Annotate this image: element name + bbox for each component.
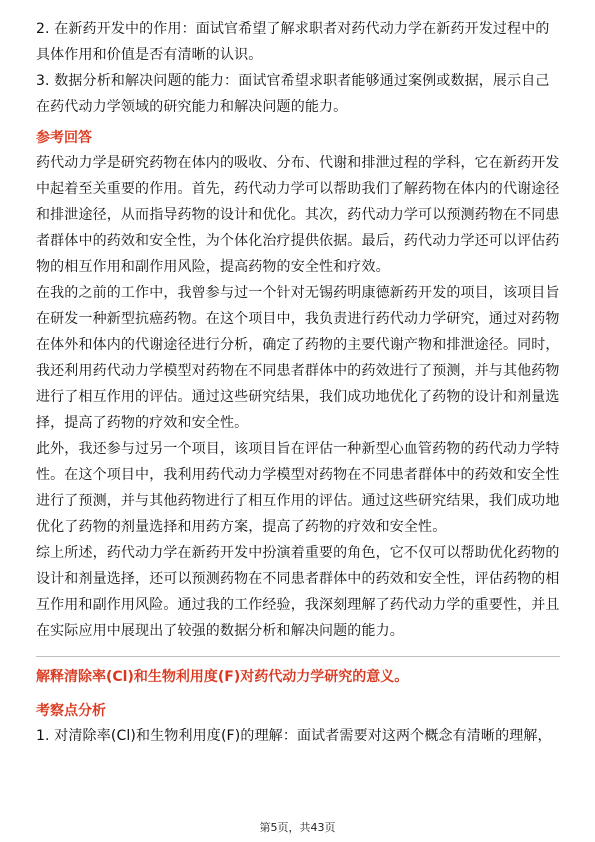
intro-point: 3. 数据分析和解决问题的能力：面试官希望求职者能够通过案例或数据，展示自己在药代动力学领域的研究能力和解决问题的能力。 (36, 73, 550, 115)
section-divider (36, 656, 560, 657)
answer-paragraph: 在我的之前的工作中，我曾参与过一个针对无锡药明康德新药开发的项目，该项目旨在研发一种新型抗癌药物。在这个项目中，我负责进行药代动力学研究，通过对药物在体外和体内的代谢途径进行分析，确定了药物的主要代谢产物和排泄途径。同时，我还利用药代动力学模型对药物在不同患者群体中的药效进行了预测，并与其他药物进行了相互作用的评估。通过这些研究结果，我们成功地优化了药物的设计和剂量选择，提高了药物的疗效和安全性。 (36, 285, 560, 431)
intro-point: 2. 在新药开发中的作用：面试官希望了解求职者对药代动力学在新药开发过程中的具体作用和价值是否有清晰的认识。 (36, 21, 550, 63)
answer-paragraph: 综上所述，药代动力学在新药开发中扮演着重要的角色，它不仅可以帮助优化药物的设计和剂量选择，还可以预测药物在不同患者群体中的药效和安全性，评估药物的相互作用和副作用风险。通过我的工作经验，我深刻理解了药代动力学的重要性，并且在实际应用中展现出了较强的数据分析和解决问题的能力。 (36, 545, 560, 639)
analysis-heading: 考察点分析 (36, 703, 106, 719)
answer-heading: 参考回答 (36, 130, 92, 146)
answer-paragraph: 此外，我还参与过另一个项目，该项目旨在评估一种新型心血管药物的药代动力学特性。在这个项目中，我利用药代动力学模型对药物在不同患者群体中的药效和安全性进行了预测，并与其他药物进行了相互作用的评估。通过这些研究结果，我们成功地优化了药物的剂量选择和用药方案，提高了药物的疗效和安全性。 (36, 441, 560, 535)
question-heading: 解释清除率(Cl)和生物利用度(F)对药代动力学研究的意义。 (36, 669, 409, 685)
analysis-point: 1. 对清除率(Cl)和生物利用度(F)的理解：面试者需要对这两个概念有清晰的理解， (36, 728, 552, 744)
page-number: 第5页，共43页 (259, 821, 336, 834)
answer-paragraph: 药代动力学是研究药物在体内的吸收、分布、代谢和排泄过程的学科，它在新药开发中起着至关重要的作用。首先，药代动力学可以帮助我们了解药物在体内的代谢途径和排泄途径，从而指导药物的设计和优化。其次，药代动力学可以预测药物在不同患者群体中的药效和安全性，为个体化治疗提供依据。最后，药代动力学还可以评估药物的相互作用和副作用风险，提高药物的安全性和疗效。 (36, 155, 560, 275)
page-content (36, 16, 560, 749)
